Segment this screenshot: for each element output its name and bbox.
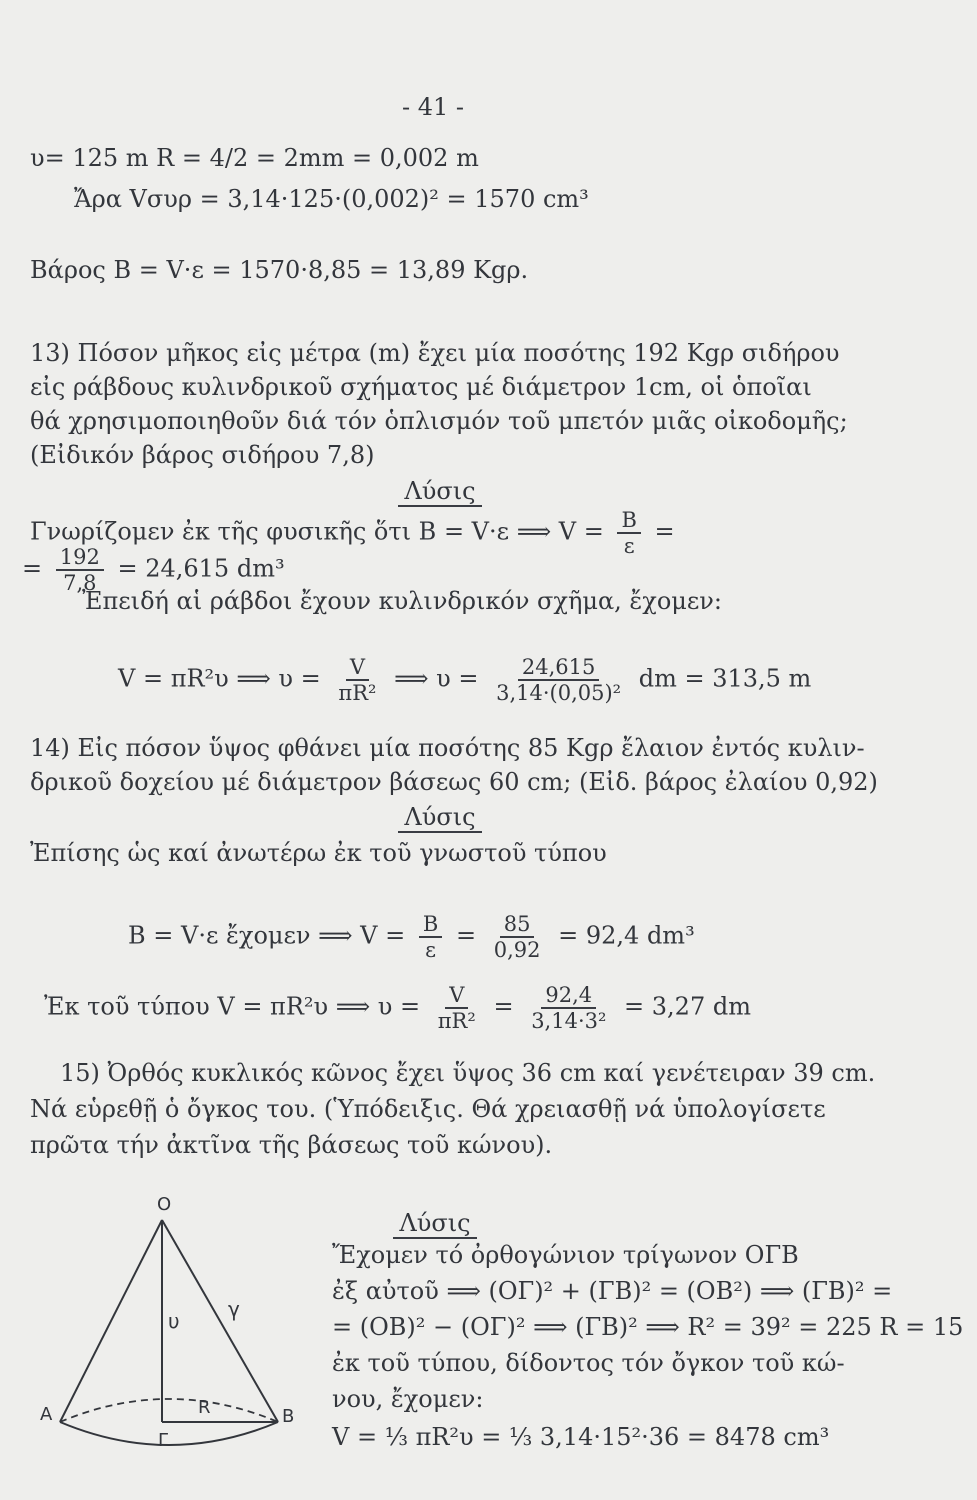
fraction: $\frac{V}{\text{πR²}}$ — [437, 983, 476, 1033]
fraction: $\frac{B}{\varepsilon}$ — [617, 508, 640, 558]
p15-heading: Λύσις — [370, 1208, 500, 1238]
label-A: A — [40, 1404, 53, 1425]
p15-solution-line-5: νου, ἔχομεν: — [332, 1385, 484, 1413]
label-height: υ — [168, 1309, 180, 1333]
p13-line-2: εἰς ράβδους κυλινδρικοῦ σχήματος μέ διάμετρον 1cm, οἱ ὁποῖαι — [30, 373, 812, 401]
p15-solution-line-4: ἐκ τοῦ τύπου, δίδοντος τόν ὄγκον τοῦ κώ- — [332, 1349, 845, 1377]
p13-heading: Λύσις — [370, 476, 510, 506]
p14-equation-1: B = V·ε ἔχομεν ⟹ V = $\frac{B}{\varepsilon}$ = $\frac{85}{0,92}$ = 92,4 dm³ — [128, 912, 695, 962]
p13-line-1: 13) Πόσον μῆκος εἰς μέτρα (m) ἔχει μία ποσότης 192 Kgρ σιδήρου — [30, 339, 840, 367]
label-gamma-point: Γ — [158, 1430, 169, 1451]
p13-line-3: θά χρησιμοποιηθοῦν διά τόν ὁπλισμόν τοῦ μπετόν μιᾶς οἰκοδομῆς; — [30, 407, 848, 435]
p15-solution-line-6: V = ⅓ πR²υ = ⅓ 3,14·15²·36 = 8478 cm³ — [332, 1423, 830, 1451]
p14-line-2: δρικοῦ δοχείου μέ διάμετρον βάσεως 60 cm; (Εἰδ. βάρος ἐλαίου 0,92) — [30, 768, 878, 796]
label-R: R — [198, 1397, 211, 1418]
fraction: $\frac{V}{\text{πR²}}$ — [338, 655, 377, 705]
p13-formula: V = πR²υ ⟹ υ = $\frac{V}{\text{πR²}}$ ⟹ υ = $\frac{24,615}{\text{3,14·(0,05)²}}$ dm = 313,5 m — [118, 655, 812, 705]
prev-line-3: Βάρος B = V·ε = 1570·8,85 = 13,89 Kgρ. — [30, 256, 529, 284]
p14-heading: Λύσις — [360, 802, 520, 832]
p13-solution-line-1: Γνωρίζομεν ἐκ τῆς φυσικῆς ὅτι B = V·ε ⟹ V = $\frac{B}{\varepsilon}$ = — [30, 508, 675, 558]
fraction: $\frac{B}{\varepsilon}$ — [419, 912, 442, 962]
label-B: B — [282, 1406, 295, 1427]
p13-solution-line-2: = $\frac{192}{7,8}$ = 24,615 dm³ — [22, 545, 285, 595]
p15-line-2: Νά εὑρεθῇ ὁ ὄγκος του. (Ὑπόδειξις. Θά χρειασθῇ νά ὑπολογίσετε — [30, 1095, 826, 1123]
fraction: $\frac{24,615}{\text{3,14·(0,05)²}}$ — [496, 655, 622, 705]
fraction: $\frac{192}{7,8}$ — [56, 545, 104, 595]
p15-solution-line-1: Ἔχομεν τό ὀρθογώνιον τρίγωνον ΟΓΒ — [332, 1241, 799, 1269]
p15-solution-line-2: ἐξ αὐτοῦ ⟹ (ΟΓ)² + (ΓΒ)² = (ΟΒ²) ⟹ (ΓΒ)² = — [332, 1277, 893, 1305]
p13-line-4: (Εἰδικόν βάρος σιδήρου 7,8) — [30, 441, 375, 469]
p13-solution-line-3: Ἐπειδή αἱ ράβδοι ἔχουν κυλινδρικόν σχῆμα, ἔχομεν: — [82, 587, 722, 615]
cone-diagram — [30, 1190, 320, 1460]
label-slant: γ — [228, 1297, 240, 1321]
label-O: O — [157, 1194, 172, 1215]
p14-line-1: 14) Εἰς πόσον ὕψος φθάνει μία ποσότης 85 Kgρ ἔλαιον ἐντός κυλιν- — [30, 734, 865, 762]
page-number: - 41 - — [401, 93, 464, 121]
p15-line-3: πρῶτα τήν ἀκτῖνα τῆς βάσεως τοῦ κώνου). — [30, 1131, 553, 1159]
p15-solution-line-3: = (ΟΒ)² − (ΟΓ)² ⟹ (ΓΒ)² ⟹ R² = 39² = 225 R = 15 — [332, 1313, 964, 1341]
prev-line-2: Ἄρα Vσυρ = 3,14·125·(0,002)² = 1570 cm³ — [74, 185, 589, 213]
p14-solution-line-1: Ἐπίσης ὡς καί ἀνωτέρω ἐκ τοῦ γνωστοῦ τύπου — [30, 839, 607, 867]
p14-equation-2: Ἐκ τοῦ τύπου V = πR²υ ⟹ υ = $\frac{V}{\text{πR²}}$ = $\frac{92,4}{\text{3,14·3²}}$ = 3,27 dm — [44, 983, 751, 1033]
fraction: $\frac{92,4}{\text{3,14·3²}}$ — [531, 983, 607, 1033]
prev-line-1: υ= 125 m R = 4/2 = 2mm = 0,002 m — [30, 144, 479, 172]
fraction: $\frac{85}{0,92}$ — [493, 912, 541, 962]
p15-line-1: 15) Ὀρθός κυκλικός κῶνος ἔχει ὕψος 36 cm καί γενέτειραν 39 cm. — [60, 1059, 876, 1087]
